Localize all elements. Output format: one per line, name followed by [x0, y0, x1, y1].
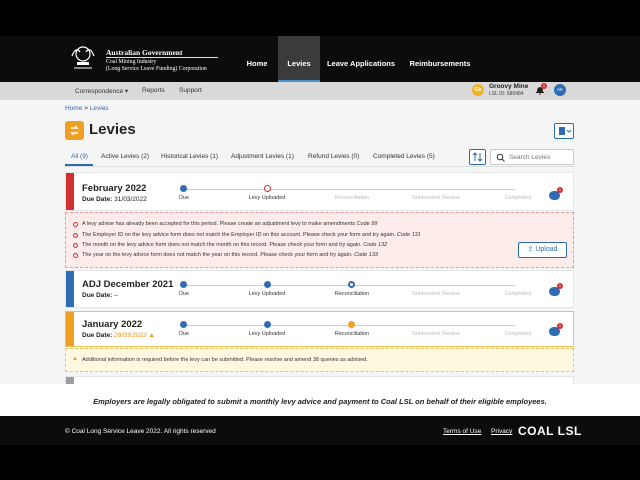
export-button[interactable] [554, 123, 574, 139]
caption-text: Employers are legally obligated to submit a monthly levy advice and payment to Coal LSL on behalf of their eligible employees. [93, 397, 547, 406]
breadcrumb-home[interactable]: Home [65, 105, 83, 112]
error-message [82, 252, 378, 258]
org-id: LSL ID: 680484 [489, 91, 524, 97]
warning-panel [65, 348, 574, 372]
chevron-down-icon: ▾ [124, 88, 129, 95]
check-icon [180, 321, 187, 328]
search-input[interactable] [509, 153, 571, 162]
stage-submission-review: Submission Review [412, 291, 460, 297]
levy-period: February 2022 [82, 183, 147, 194]
error-icon [73, 233, 78, 238]
nav-home[interactable]: Home [246, 59, 268, 68]
due-value: 28/03/2022 [114, 332, 147, 339]
stage-levy-uploaded: Levy Uploaded [248, 291, 286, 297]
levy-card[interactable] [65, 376, 574, 384]
user-avatar[interactable]: AK [554, 84, 566, 96]
error-icon [73, 243, 78, 248]
tab-active[interactable]: Active Levies (2) [101, 153, 150, 160]
warning-message: Additional information is required before the levy can be submitted. Please resolve and amend 38 queries as advised. [82, 357, 368, 363]
error-text: The month on the levy advice form does not match the month on this record. Please check your form and try again. [82, 242, 362, 248]
check-icon [180, 281, 187, 288]
due-label: Due Date: [82, 332, 113, 339]
chat-badge: 1 [558, 187, 562, 192]
stage-completed: Completed [504, 331, 532, 337]
due-value: -- [114, 292, 119, 299]
upload-button[interactable] [518, 242, 567, 258]
upload-label: Upload [535, 246, 558, 253]
stage-reconciliation: Reconciliation [334, 195, 370, 201]
error-text: A levy advise has already been accepted for this period. Please create an adjustment levy to make amendments [82, 221, 356, 227]
correspondence-label: Correspondence [75, 88, 124, 95]
breadcrumb [65, 105, 109, 112]
error-code: Code 133 [354, 252, 378, 258]
warning-step-icon [348, 321, 355, 328]
check-icon [264, 321, 271, 328]
levy-period: ADJ December 2021 [82, 279, 174, 290]
sort-icon [470, 150, 485, 164]
search-box [490, 149, 574, 165]
error-message [82, 221, 377, 227]
due-value: 31/03/2022 [114, 196, 147, 203]
stage-due: Due [178, 331, 190, 337]
error-icon [73, 253, 78, 258]
error-message [82, 242, 387, 248]
notification-badge: 1 [542, 83, 546, 88]
stage-submission-review: Submission Review [412, 331, 460, 337]
agency-line-2: (Long Service Leave Funding) Corporation [106, 66, 207, 72]
gov-name: Australian Government [106, 48, 183, 57]
progress-track [185, 189, 515, 190]
error-code: Code 132 [363, 242, 388, 248]
stage-submission-review: Submission Review [412, 195, 460, 201]
levy-period: January 2022 [82, 319, 143, 330]
error-text: The Employer ID on the levy advice form does not match the Employer ID on this account. Please check your form and try again. [82, 232, 396, 238]
tab-adjustment[interactable]: Adjustment Levies (1) [231, 153, 294, 160]
tabs-divider [65, 166, 574, 167]
coat-of-arms-icon [68, 42, 98, 72]
reports-link[interactable]: Reports [142, 87, 165, 94]
nav-reimbursements[interactable]: Reimbursements [409, 59, 471, 68]
check-icon [264, 281, 271, 288]
breadcrumb-separator: > [84, 105, 88, 112]
divider [106, 57, 218, 58]
error-text: The year on the levy advice form does not match the year on this record. Please check your form and try again. [82, 252, 353, 258]
org-avatar[interactable]: Gb [472, 84, 484, 96]
sort-button[interactable] [469, 149, 486, 165]
stage-reconciliation: Reconciliation [334, 291, 370, 297]
status-bar [66, 377, 74, 384]
agency-line-1: Coal Mining Industry [106, 59, 157, 65]
due-date [82, 332, 155, 339]
status-bar [66, 271, 74, 307]
upload-icon: ⇪ [527, 246, 534, 253]
levy-card[interactable] [65, 172, 574, 211]
terms-link[interactable]: Terms of Use [443, 428, 482, 435]
org-name: Groovy Mine [489, 83, 529, 90]
active-tab-indicator [65, 164, 93, 166]
nav-levies[interactable]: Levies [278, 36, 320, 82]
stage-completed: Completed [504, 291, 532, 297]
levy-card[interactable] [65, 270, 574, 308]
due-date [82, 196, 147, 203]
nav-leave-applications[interactable]: Leave Applications [326, 59, 396, 68]
due-label: Due Date: [82, 292, 113, 299]
breadcrumb-current: Levies [89, 105, 109, 112]
support-link[interactable]: Support [179, 87, 202, 94]
stage-completed: Completed [504, 195, 532, 201]
agency-name [106, 59, 224, 73]
blocked-icon [264, 185, 271, 192]
chat-badge: 1 [558, 283, 562, 288]
levy-card[interactable] [65, 311, 574, 347]
due-label: Due Date: [82, 196, 113, 203]
search-icon [496, 153, 505, 162]
error-panel [65, 212, 574, 268]
copyright: © Coal Long Service Leave 2022. All rights reserved [65, 428, 216, 435]
due-date [82, 292, 119, 299]
tab-completed[interactable]: Completed Levies (5) [373, 153, 435, 160]
error-code: Code 131 [396, 232, 421, 238]
tab-all[interactable]: All (9) [71, 153, 88, 160]
status-bar [66, 173, 74, 210]
stage-reconciliation: Reconciliation [334, 331, 370, 337]
correspondence-menu[interactable] [75, 87, 128, 95]
tab-refund[interactable]: Refund Levies (0) [308, 153, 360, 160]
status-bar [66, 312, 74, 346]
page-title: Levies [89, 121, 136, 138]
warning-icon: ▲ [72, 356, 78, 362]
chat-badge: 1 [558, 323, 562, 328]
stage-due: Due [178, 195, 190, 201]
coal-lsl-logo: COAL LSL [518, 424, 582, 438]
current-step-icon [348, 281, 355, 288]
warning-icon: ▲ [148, 332, 155, 339]
stage-due: Due [178, 291, 190, 297]
error-message [82, 232, 421, 238]
privacy-link[interactable]: Privacy [491, 428, 513, 435]
stage-levy-uploaded: Levy Uploaded [248, 331, 286, 337]
error-code: Code 99 [356, 221, 378, 227]
check-icon [180, 185, 187, 192]
tab-historical[interactable]: Historical Levies (1) [161, 153, 219, 160]
stage-levy-uploaded: Levy Uploaded [248, 195, 286, 201]
levies-icon [65, 121, 84, 140]
error-icon [73, 222, 78, 227]
file-download-icon [555, 124, 573, 138]
